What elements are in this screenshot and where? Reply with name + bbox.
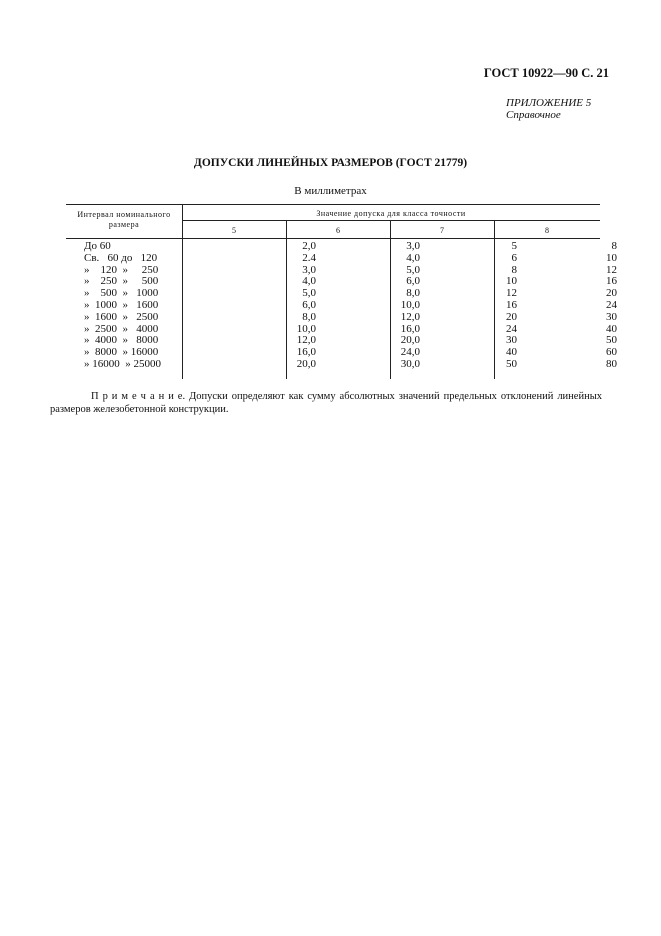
value-cell: 8,0 [406, 287, 420, 300]
value-cell: 10,0 [400, 298, 420, 311]
value-cell: 24 [606, 298, 617, 311]
interval-cell: » 16000 » 25000 [84, 357, 161, 370]
interval-cell: » 120 » 250 [84, 263, 159, 276]
table-row [66, 357, 617, 371]
page-header: ГОСТ 10922—90 С. 21 [483, 66, 609, 80]
value-cell: 5 [511, 240, 517, 252]
header-class-6: 6 [336, 226, 340, 235]
interval-cell: » 1600 » 2500 [84, 310, 159, 323]
value-cell: 8,0 [302, 310, 316, 323]
table-row [66, 298, 617, 312]
table-body [66, 240, 617, 371]
table-header-rule [66, 238, 600, 239]
value-cell: 50 [506, 357, 517, 370]
value-cell: 6,0 [302, 298, 316, 311]
value-cell: 40 [606, 322, 617, 335]
interval-cell: » 500 » 1000 [84, 287, 159, 300]
value-cell: 30 [506, 334, 517, 347]
value-cell: 10 [606, 251, 617, 264]
interval-cell: До 60 [84, 240, 111, 252]
value-cell: 2,0 [302, 240, 316, 252]
value-cell: 3,0 [302, 263, 316, 276]
table-top-rule [66, 204, 600, 205]
value-cell: 16,0 [296, 346, 316, 359]
header-class-5: 5 [232, 226, 236, 235]
header-class-7: 7 [440, 226, 444, 235]
value-cell: 10 [506, 275, 517, 288]
value-cell: 20,0 [296, 357, 316, 370]
value-cell: 40 [506, 346, 517, 359]
value-cell: 12,0 [296, 334, 316, 347]
interval-cell: » 250 » 500 [84, 275, 159, 288]
value-cell: 12 [506, 287, 517, 300]
appendix-kind: Справочное [506, 109, 561, 121]
value-cell: 80 [606, 357, 617, 370]
value-cell: 20,0 [400, 334, 420, 347]
value-cell: 16,0 [400, 322, 420, 335]
value-cell: 24 [506, 322, 517, 335]
value-cell: 16 [606, 275, 617, 288]
value-cell: 4,0 [302, 275, 316, 288]
value-cell: 20 [506, 310, 517, 323]
value-cell: 16 [506, 298, 517, 311]
value-cell: 6 [511, 251, 517, 264]
value-cell: 3,0 [406, 240, 420, 252]
header-interval: Интервал номинального размера [77, 210, 171, 229]
table-row [66, 251, 617, 265]
value-cell: 2.4 [302, 251, 316, 264]
header-group: Значение допуска для класса точности [316, 209, 466, 218]
interval-cell: » 1000 » 1600 [84, 298, 159, 311]
table-note: П р и м е ч а н и е. Допуски определяют как сумму абсолютных значений предельных отклонений линейных размеров железобетонной конструкции. [50, 391, 602, 415]
value-cell: 6,0 [406, 275, 420, 288]
value-cell: 10,0 [296, 322, 316, 335]
value-cell: 12,0 [400, 310, 420, 323]
interval-cell: Св. 60 до 120 [84, 251, 158, 264]
appendix-label [506, 97, 591, 121]
value-cell: 5,0 [302, 287, 316, 300]
interval-cell: » 2500 » 4000 [84, 322, 159, 335]
value-cell: 5,0 [406, 263, 420, 276]
value-cell: 60 [606, 346, 617, 359]
table-row [66, 310, 617, 324]
value-cell: 4,0 [406, 251, 420, 264]
value-cell: 12 [606, 263, 617, 276]
table-group-rule [182, 220, 600, 221]
value-cell: 30,0 [400, 357, 420, 370]
appendix-number: ПРИЛОЖЕНИЕ 5 [506, 97, 592, 109]
value-cell: 50 [606, 334, 617, 347]
value-cell: 8 [611, 240, 617, 252]
interval-cell: » 8000 » 16000 [84, 346, 159, 359]
value-cell: 30 [606, 310, 617, 323]
value-cell: 20 [606, 287, 617, 300]
value-cell: 24,0 [400, 346, 420, 359]
header-class-8: 8 [545, 226, 549, 235]
document-title: ДОПУСКИ ЛИНЕЙНЫХ РАЗМЕРОВ (ГОСТ 21779) [193, 157, 468, 169]
value-cell: 8 [511, 263, 517, 276]
interval-cell: » 4000 » 8000 [84, 334, 159, 347]
units-caption: В миллиметрах [294, 185, 367, 197]
